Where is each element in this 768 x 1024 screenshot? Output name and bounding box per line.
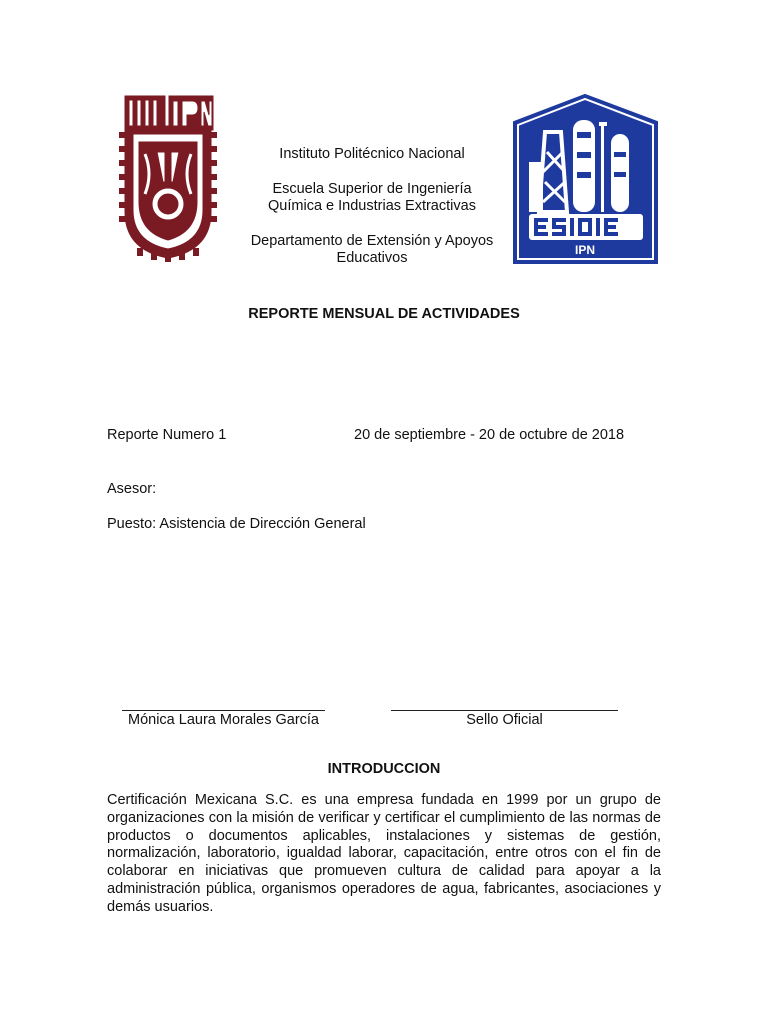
report-number: Reporte Numero 1 (107, 427, 227, 443)
department-name: Departamento de Extensión y Apoyos Educativos (250, 233, 494, 266)
institution-header (236, 146, 508, 267)
school-name-line2: Química e Industrias Extractivas (268, 198, 476, 214)
seal-label: Sello Oficial (466, 712, 543, 728)
document-title: REPORTE MENSUAL DE ACTIVIDADES (248, 306, 520, 322)
esiqie-refinery-icon (511, 92, 660, 266)
student-name: Mónica Laura Morales García (128, 712, 319, 728)
position-text: Puesto: Asistencia de Dirección General (107, 516, 366, 532)
signature-line-student (122, 710, 325, 711)
ipn-logo (117, 92, 219, 268)
svg-text:IPN: IPN (574, 243, 596, 257)
report-period: 20 de septiembre - 20 de octubre de 2018 (354, 427, 625, 443)
ipn-shield-icon (117, 92, 219, 268)
school-name-line1: Escuela Superior de Ingeniería (272, 181, 472, 197)
signature-line-seal (391, 710, 618, 711)
introduction-heading: INTRODUCCION (327, 761, 441, 777)
advisor-label: Asesor: (107, 481, 157, 497)
introduction-paragraph: Certificación Mexicana S.C. es una empresa fundada en 1999 por un grupo de organizaciones con la misión de verificar y certificar el cumplimiento de las normas de productos o documentos aplicables, instalaciones y sistemas de gestión, normalización, laboratorio, igualdad laborar, capacitación, entre otros con el fin de colaborar en iniciativas que promueven cultura de calidad para apoyar a la administración pública, organismos operadores de agua, fabricantes, asociaciones y demás usuarios. (107, 792, 661, 915)
institution-name: Instituto Politécnico Nacional (279, 146, 465, 162)
esiqie-logo (511, 92, 660, 266)
